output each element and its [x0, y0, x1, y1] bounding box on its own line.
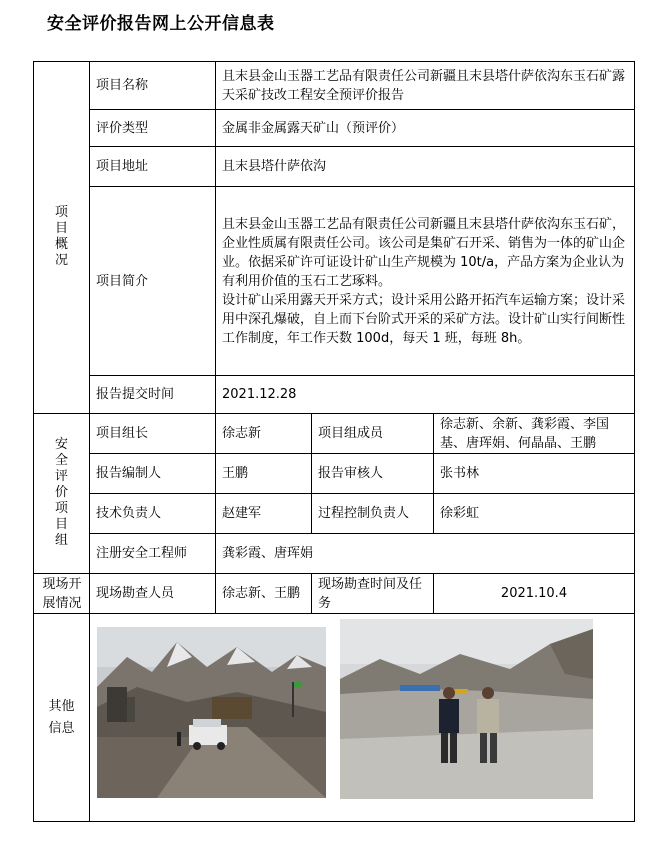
label-engineer: 注册安全工程师	[90, 534, 216, 574]
value-eval-type: 金属非金属露天矿山（预评价）	[216, 110, 635, 147]
value-site-time: 2021.10.4	[434, 574, 635, 614]
value-members: 徐志新、余新、龚彩霞、李国基、唐珲娟、何晶晶、王鹏	[434, 414, 635, 454]
section-site: 现场开展情况	[34, 574, 90, 614]
row-intro	[34, 187, 635, 376]
label-tech: 技术负责人	[90, 494, 216, 534]
row-tech	[34, 494, 635, 534]
value-engineer: 龚彩霞、唐珲娟	[216, 534, 635, 574]
label-leader: 项目组长	[90, 414, 216, 454]
row-engineer	[34, 534, 635, 574]
value-project-name: 且末县金山玉器工艺品有限责任公司新疆且末县塔什萨依沟东玉石矿露天采矿技改工程安全预评价报告	[216, 62, 635, 110]
section-overview: 项目概况	[34, 62, 90, 414]
value-address: 且末县塔什萨依沟	[216, 147, 635, 187]
row-submit-time	[34, 376, 635, 414]
site-photo-2	[340, 619, 593, 799]
label-members: 项目组成员	[312, 414, 434, 454]
value-compiler: 王鹏	[216, 454, 312, 494]
label-site-time: 现场勘查时间及任务	[312, 574, 434, 614]
page-title: 安全评价报告网上公开信息表	[47, 14, 275, 34]
row-compiler	[34, 454, 635, 494]
site-photo-1	[97, 627, 326, 798]
row-project-name	[34, 62, 635, 110]
label-eval-type: 评价类型	[90, 110, 216, 147]
label-reviewer: 报告审核人	[312, 454, 434, 494]
site-photo-1-image	[97, 627, 326, 798]
section-other: 其他信息	[34, 614, 90, 822]
intro-paragraph-2: 设计矿山采用露天开采方式；设计采用公路开拓汽车运输方案；设计采用中深孔爆破，自上而下台阶式开采的采矿方法。设计矿山实行间断性工作制度，年工作天数 100d，每天 1 班，每班 8h。	[222, 292, 626, 346]
label-site-staff: 现场勘查人员	[90, 574, 216, 614]
row-team-leader	[34, 414, 635, 454]
value-tech: 赵建军	[216, 494, 312, 534]
label-project-name: 项目名称	[90, 62, 216, 110]
row-site	[34, 574, 635, 614]
site-photo-2-image	[340, 619, 593, 799]
label-address: 项目地址	[90, 147, 216, 187]
intro-paragraph-1: 且末县金山玉器工艺品有限责任公司新疆且末县塔什萨依沟东玉石矿，企业性质属有限责任公司。该公司是集矿石开采、销售为一体的矿山企业。依据采矿许可证设计矿山生产规模为 10t/a，产品方案为企业认为有利用价值的玉石工艺琢料。	[222, 216, 626, 289]
label-submit-time: 报告提交时间	[90, 376, 216, 414]
value-leader: 徐志新	[216, 414, 312, 454]
label-process: 过程控制负责人	[312, 494, 434, 534]
row-address	[34, 147, 635, 187]
label-intro: 项目简介	[90, 187, 216, 376]
row-eval-type	[34, 110, 635, 147]
value-process: 徐彩虹	[434, 494, 635, 534]
label-compiler: 报告编制人	[90, 454, 216, 494]
value-site-staff: 徐志新、王鹏	[216, 574, 312, 614]
value-submit-time: 2021.12.28	[216, 376, 635, 414]
value-reviewer: 张书林	[434, 454, 635, 494]
value-intro	[216, 187, 635, 376]
section-team: 安全评价项目组	[34, 414, 90, 574]
